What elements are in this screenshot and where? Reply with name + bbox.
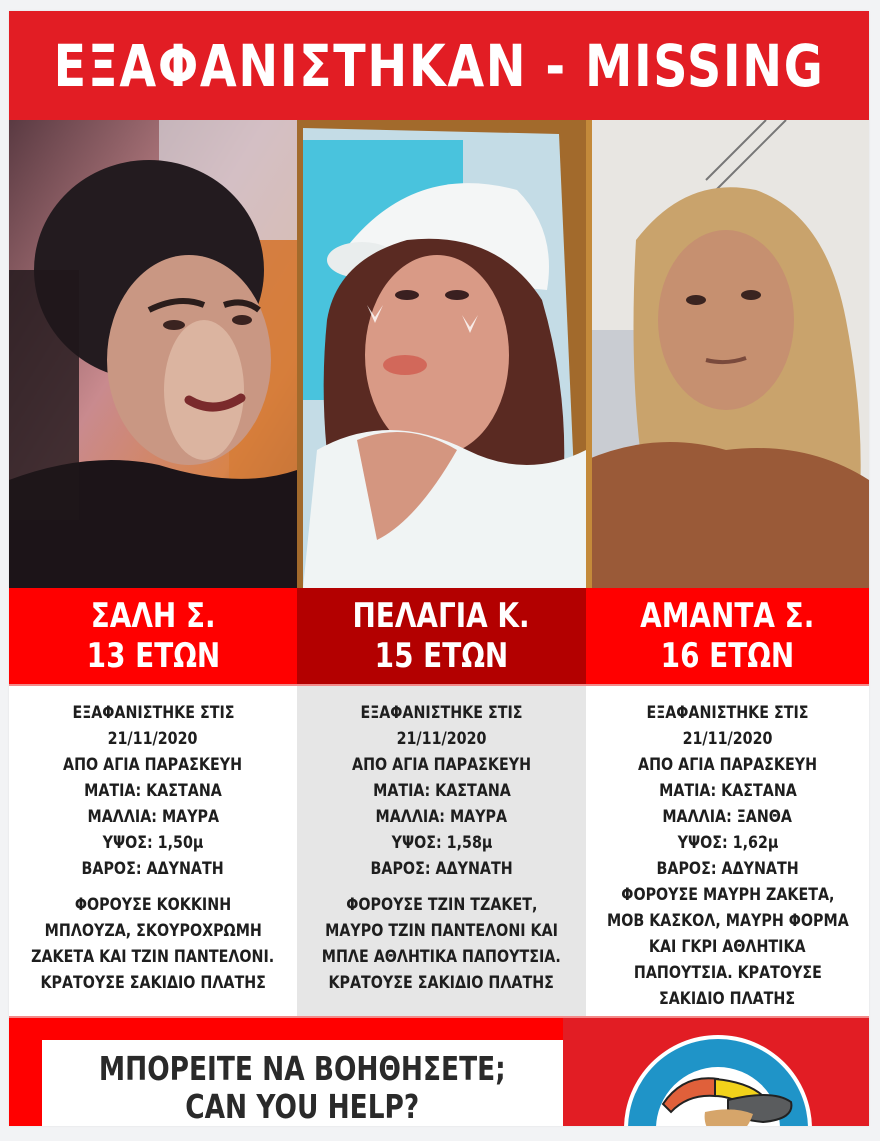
portrait-photo-icon	[9, 120, 297, 588]
detail-weight: ΒΑΡΟΣ: ΑΔΥΝΑΤΗ	[370, 859, 513, 879]
person-nameband-3	[586, 588, 869, 686]
person-details-3	[586, 686, 869, 1018]
detail-hair: ΜΑΛΛΙΑ: ΜΑΥΡΑ	[375, 807, 508, 827]
person-nameband-2	[297, 588, 586, 686]
clothing-line: ΜΠΛΕ ΑΘΛΗΤΙΚΑ ΠΑΠΟΥΤΣΙΑ.	[321, 947, 562, 967]
clothing-line: ΦΟΡΟΥΣΕ ΜΑΥΡΗ ΖΑΚΕΤΑ,	[620, 885, 835, 905]
person-details-2	[297, 686, 586, 1018]
person-name: ΣΑΛΗ Σ.	[90, 596, 216, 636]
person-card-2	[297, 120, 586, 1018]
clothing-line: ΦΟΡΟΥΣΕ ΚΟΚΚΙΝΗ	[74, 895, 232, 915]
detail-location: ΑΠΟ ΑΓΙΑ ΠΑΡΑΣΚΕΥΗ	[352, 755, 531, 775]
clothing-line: ΚΡΑΤΟΥΣΕ ΣΑΚΙΔΙΟ ΠΛΑΤΗΣ	[328, 973, 555, 993]
portrait-photo-icon	[297, 120, 586, 588]
help-text-english: CAN YOU HELP?	[185, 1087, 420, 1126]
detail-line: ΕΞΑΦΑΝΙΣΤΗΚΕ ΣΤΙΣ	[71, 703, 235, 723]
poster-title: ΕΞΑΦΑΝΙΣΤΗΚΑΝ - MISSING	[53, 31, 825, 100]
person-card-3	[586, 120, 869, 1018]
person-photo-3	[586, 120, 869, 588]
person-name: ΠΕΛΑΓΙΑ Κ.	[352, 596, 531, 636]
person-name: ΑΜΑΝΤΑ Σ.	[640, 596, 815, 636]
clothing-line: ΚΡΑΤΟΥΣΕ ΣΑΚΙΔΙΟ ΠΛΑΤΗΣ	[40, 973, 266, 993]
person-age: 15 ΕΤΩΝ	[374, 636, 509, 676]
detail-eyes: ΜΑΤΙΑ: ΚΑΣΤΑΝΑ	[84, 781, 222, 801]
detail-line: ΕΞΑΦΑΝΙΣΤΗΚΕ ΣΤΙΣ	[360, 703, 523, 723]
detail-location: ΑΠΟ ΑΓΙΑ ΠΑΡΑΣΚΕΥΗ	[63, 755, 243, 775]
help-message-box	[42, 1040, 563, 1126]
clothing-line: ΜΠΛΟΥΖΑ, ΣΚΟΥΡΟΧΡΩΜΗ	[44, 921, 262, 941]
detail-height: ΥΨΟΣ: 1,58μ	[391, 833, 492, 853]
detail-height: ΥΨΟΣ: 1,62μ	[677, 833, 778, 853]
detail-eyes: ΜΑΤΙΑ: ΚΑΣΤΑΝΑ	[372, 781, 511, 801]
poster-header	[9, 11, 869, 120]
detail-eyes: ΜΑΤΙΑ: ΚΑΣΤΑΝΑ	[658, 781, 797, 801]
clothing-line: ΖΑΚΕΤΑ ΚΑΙ ΤΖΙΝ ΠΑΝΤΕΛΟΝΙ.	[31, 947, 275, 967]
detail-date: 21/11/2020	[682, 729, 773, 749]
person-details-1	[9, 686, 297, 1018]
person-photo-1	[9, 120, 297, 588]
detail-date: 21/11/2020	[396, 729, 487, 749]
detail-date: 21/11/2020	[108, 729, 198, 749]
detail-weight: ΒΑΡΟΣ: ΑΔΥΝΑΤΗ	[81, 859, 225, 879]
clothing-line: ΠΑΠΟΥΤΣΙΑ. ΚΡΑΤΟΥΣΕ	[633, 963, 822, 983]
portrait-photo-icon	[586, 120, 869, 588]
detail-weight: ΒΑΡΟΣ: ΑΔΥΝΑΤΗ	[656, 859, 799, 879]
person-age: 13 ΕΤΩΝ	[86, 636, 220, 676]
clothing-line: ΜΟΒ ΚΑΣΚΟΛ, ΜΑΥΡΗ ΦΟΡΜΑ	[606, 911, 849, 931]
person-photo-2	[297, 120, 586, 588]
person-age: 16 ΕΤΩΝ	[660, 636, 795, 676]
clothing-line: ΦΟΡΟΥΣΕ ΤΖΙΝ ΤΖΑΚΕΤ,	[345, 895, 538, 915]
missing-poster	[9, 11, 869, 1126]
clothing-line: ΣΑΚΙΔΙΟ ΠΛΑΤΗΣ	[659, 989, 796, 1009]
person-nameband-1	[9, 588, 297, 686]
poster-footer	[9, 1018, 869, 1126]
person-card-1	[9, 120, 297, 1018]
detail-location: ΑΠΟ ΑΓΙΑ ΠΑΡΑΣΚΕΥΗ	[638, 755, 817, 775]
detail-height: ΥΨΟΣ: 1,50μ	[102, 833, 204, 853]
clothing-line: ΚΑΙ ΓΚΡΙ ΑΘΛΗΤΙΚΑ	[649, 937, 806, 957]
clothing-line: ΜΑΥΡΟ ΤΖΙΝ ΠΑΝΤΕΛΟΝΙ ΚΑΙ	[325, 921, 558, 941]
detail-hair: ΜΑΛΛΙΑ: ΞΑΝΘΑ	[662, 807, 793, 827]
detail-hair: ΜΑΛΛΙΑ: ΜΑΥΡΑ	[87, 807, 219, 827]
help-text-greek: ΜΠΟΡΕΙΤΕ ΝΑ ΒΟΗΘΗΣΕΤΕ;	[99, 1049, 506, 1088]
child-with-cap-logo-icon	[623, 1034, 813, 1126]
missing-persons-columns	[9, 120, 869, 1018]
detail-line: ΕΞΑΦΑΝΙΣΤΗΚΕ ΣΤΙΣ	[646, 703, 809, 723]
